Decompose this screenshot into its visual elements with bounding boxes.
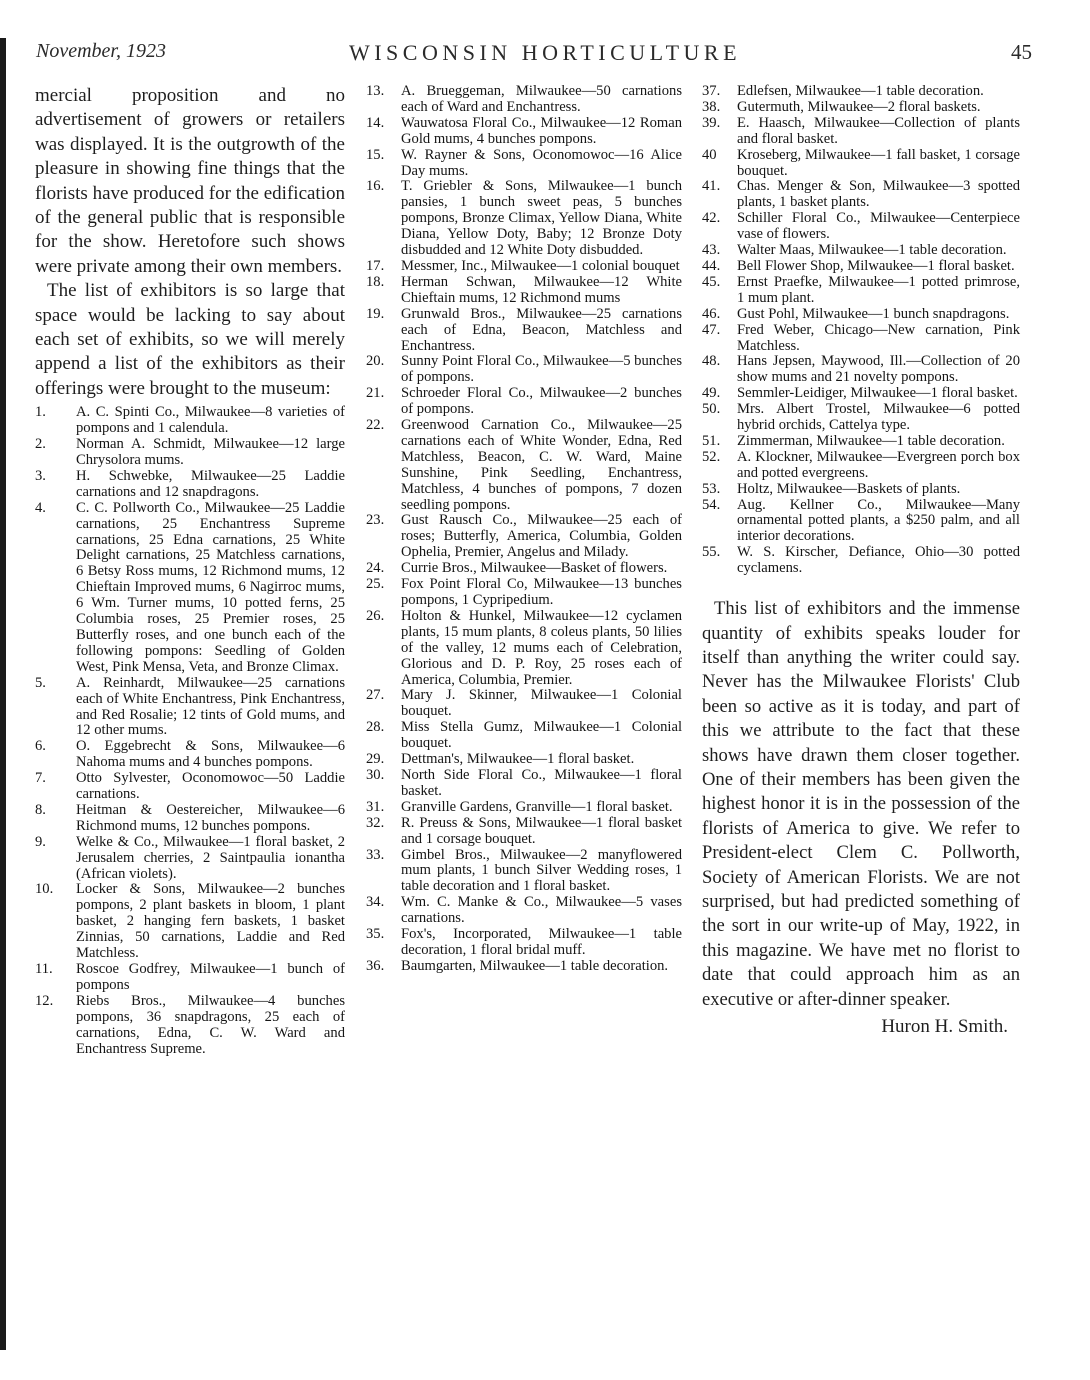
exhibitor-text: Granville Gardens, Granville—1 floral basket.: [401, 798, 673, 815]
exhibitor-entry: [366, 752, 682, 768]
exhibitor-text: Otto Sylvester, Oconomowoc—50 Laddie carnations.: [76, 770, 345, 803]
exhibitor-text: Greenwood Carnation Co., Milwaukee—25 carnations each of White Wonder, Edna, Red Matchless, Beacon, C. W. Ward, Maine Sunshine, Pink Seedling, Enchantress, Matchless, 4 bunches of pompons, 7 dozen seedling pompons.: [401, 417, 682, 513]
exhibitor-text: Gimbel Bros., Milwaukee—2 manyflowered mum plants, 1 bunch Silver Wedding roses, 1 table decoration and 1 floral basket.: [401, 846, 682, 895]
closing-section: [702, 597, 1020, 1038]
exhibitor-entry: [366, 513, 682, 561]
exhibitor-number: 7.: [35, 770, 46, 787]
exhibitor-text: Semmler-Leidiger, Milwaukee—1 floral basket.: [737, 385, 1018, 402]
exhibitor-number: 21.: [366, 385, 385, 402]
exhibitor-entry: [366, 275, 682, 307]
exhibitor-text: H. Schwebke, Milwaukee—25 Laddie carnations and 12 snapdragons.: [76, 467, 345, 500]
exhibitor-text: Roscoe Godfrey, Milwaukee—1 bunch of pompons: [76, 961, 345, 993]
exhibitor-number: 51.: [702, 432, 721, 449]
exhibitor-entry: [366, 259, 682, 275]
exhibitor-entry: [366, 418, 682, 513]
exhibitor-entry: [366, 927, 682, 959]
exhibitor-entry: [366, 148, 682, 180]
exhibitor-number: 52.: [702, 448, 721, 465]
exhibitor-entry: [366, 386, 682, 418]
exhibitor-text: Currie Bros., Milwaukee—Basket of flowers.: [401, 560, 668, 577]
exhibitor-number: 29.: [366, 751, 385, 768]
exhibitor-number: 14.: [366, 114, 385, 131]
exhibitor-text: Mary J. Skinner, Milwaukee—1 Colonial bouquet.: [401, 687, 682, 720]
exhibitor-entry: [702, 243, 1020, 259]
exhibitor-number: 49.: [702, 385, 721, 402]
exhibitor-number: 37.: [702, 83, 721, 99]
exhibitor-number: 5.: [35, 674, 46, 691]
exhibitor-entry: [35, 771, 345, 803]
exhibitor-number: 6.: [35, 738, 46, 755]
exhibitor-text: Ernst Praefke, Milwaukee—1 potted primrose, 1 mum plant.: [737, 273, 1020, 306]
author-signature: Huron H. Smith.: [881, 1016, 1008, 1037]
exhibitor-entry: [35, 803, 345, 835]
exhibitor-entry: [366, 816, 682, 848]
exhibitor-number: 45.: [702, 273, 721, 290]
exhibitor-number: 40: [702, 146, 717, 163]
exhibitor-number: 2.: [35, 436, 46, 453]
exhibitor-entry: [35, 739, 345, 771]
exhibitor-text: E. Haasch, Milwaukee—Collection of plants and floral basket.: [737, 114, 1020, 147]
exhibitor-number: 1.: [35, 404, 46, 421]
exhibitor-text: W. S. Kirscher, Defiance, Ohio—30 potted cyclamens.: [737, 544, 1020, 577]
exhibitor-text: Bell Flower Shop, Milwaukee—1 floral basket.: [737, 257, 1015, 274]
exhibitor-number: 28.: [366, 719, 385, 736]
exhibitor-number: 23.: [366, 512, 385, 529]
exhibitor-entry: [366, 116, 682, 148]
exhibitor-number: 43.: [702, 242, 721, 259]
exhibitor-number: 33.: [366, 846, 385, 863]
exhibitor-entry: [366, 800, 682, 816]
exhibitor-text: Holton & Hunkel, Milwaukee—12 cyclamen plants, 15 mum plants, 8 coleus plants, 50 lilies of the valley, 12 mums each of Celebration, Glorious and D. P. Roy, 25 roses each of America, Columbia, Premier.: [401, 607, 682, 688]
exhibitor-number: 39.: [702, 114, 721, 131]
exhibitor-entry: [35, 501, 345, 676]
exhibitor-number: 17.: [366, 257, 385, 274]
exhibitor-text: Messmer, Inc., Milwaukee—1 colonial bouquet: [401, 257, 680, 274]
exhibitor-number: 25.: [366, 576, 385, 593]
exhibitor-entry: [35, 994, 345, 1058]
exhibitor-number: 3.: [35, 467, 46, 484]
exhibitor-entry: [702, 148, 1020, 180]
exhibitor-list-left: [35, 405, 345, 1057]
exhibitor-text: Holtz, Milwaukee—Baskets of plants.: [737, 480, 961, 497]
exhibitor-text: Baumgarten, Milwaukee—1 table decoration.: [401, 957, 669, 974]
exhibitor-text: Schroeder Floral Co., Milwaukee—2 bunches of pompons.: [401, 385, 682, 418]
exhibitor-number: 32.: [366, 814, 385, 831]
exhibitor-number: 11.: [35, 961, 53, 977]
exhibitor-entry: [366, 768, 682, 800]
exhibitor-text: Norman A. Schmidt, Milwaukee—12 large Chrysolora mums.: [76, 436, 345, 468]
exhibitor-text: A. Brueggeman, Milwaukee—50 carnations each of Ward and Enchantress.: [401, 83, 682, 115]
exhibitor-text: C. C. Pollworth Co., Milwaukee—25 Laddie carnations, 25 Enchantress Supreme carnations, 25 Edna carnations, 25 White Delight carnations, 25 Matchless carnations, 6 Betsy Ross mums, 12 Richmond mums, 12 Chieftain Improved mums, 6 Nagirroc mums, 6 Wm. Turner mums, 10 potted ferns, 25 Columbia roses, 25 Premier roses, 25 Butterfly roses, and one bunch each of the following pompons: Seedling of Golden West, Pink Mensa, Veta, and Bronze Climax.: [76, 499, 345, 675]
exhibitor-entry: [702, 482, 1020, 498]
closing-paragraph: This list of exhibitors and the immense quantity of exhibits speaks louder for itself than anything the writer could say. Never has the Milwaukee Florists' Club been so active as it is today, and part of this we attribute to the fact that these shows have drawn them closer together. One of their members has been given the highest honor it is in the possession of the florists of America to give. We refer to President-elect Clem C. Pollworth, Society of American Florists. We are not surprised, but had predicted something of the sort in our write-up of May, 1922, in this magazine. We have met no florist to date that could approach him as an executive or after-dinner speaker.: [702, 598, 1020, 1010]
exhibitor-text: Walter Maas, Milwaukee—1 table decoration.: [737, 242, 1007, 259]
exhibitor-number: 47.: [702, 321, 721, 338]
exhibitor-entry: [702, 307, 1020, 323]
exhibitor-number: 42.: [702, 210, 721, 227]
exhibitor-number: 15.: [366, 146, 385, 163]
exhibitor-text: Gust Rausch Co., Milwaukee—25 each of roses; Butterfly, America, Columbia, Golden Ophelia, Premier, Angelus and Milady.: [401, 512, 682, 561]
exhibitor-entry: [702, 116, 1020, 148]
exhibitor-entry: [702, 211, 1020, 243]
exhibitor-entry: [35, 469, 345, 501]
exhibitor-number: 41.: [702, 178, 721, 195]
page-number: 45: [1011, 40, 1032, 64]
exhibitor-text: Wauwatosa Floral Co., Milwaukee—12 Roman Gold mums, 4 bunches pompons.: [401, 114, 682, 147]
exhibitor-number: 16.: [366, 178, 385, 195]
exhibitor-text: A. Klockner, Milwaukee—Evergreen porch box and potted evergreens.: [737, 448, 1020, 481]
right-column: [702, 84, 1020, 1038]
exhibitor-text: Grunwald Bros., Milwaukee—25 carnations each of Edna, Beacon, Matchless and Enchantress.: [401, 305, 682, 354]
exhibitor-number: 9.: [35, 833, 46, 850]
exhibitor-text: Gutermuth, Milwaukee—2 floral baskets.: [737, 98, 981, 115]
exhibitor-number: 31.: [366, 798, 385, 815]
exhibitor-entry: [702, 323, 1020, 355]
exhibitor-text: Hans Jepsen, Maywood, Ill.—Collection of 20 show mums and 21 novelty pompons.: [737, 353, 1020, 386]
binding-edge: [0, 38, 6, 1350]
exhibitor-number: 50.: [702, 401, 721, 418]
running-title: WISCONSIN HORTICULTURE: [348, 40, 742, 65]
exhibitor-entry: [366, 577, 682, 609]
exhibitor-number: 46.: [702, 305, 721, 322]
exhibitor-entry: [366, 720, 682, 752]
exhibitor-entry: [702, 386, 1020, 402]
exhibitor-entry: [366, 848, 682, 896]
exhibitors-intro-paragraph: The list of exhibitors is so large that space would be lacking to say about each set of exhibits, so we will merely append a list of the exhibitors as their offerings were brought to the museum:: [35, 280, 345, 399]
exhibitor-list-right: [702, 84, 1020, 577]
exhibitor-number: 4.: [35, 499, 46, 516]
exhibitor-number: 26.: [366, 607, 385, 624]
exhibitor-number: 55.: [702, 544, 721, 561]
exhibitor-text: Chas. Menger & Son, Milwaukee—3 spotted plants, 1 basket plants.: [737, 178, 1020, 211]
exhibitor-text: Edlefsen, Milwaukee—1 table decoration.: [737, 83, 984, 99]
exhibitor-text: North Side Floral Co., Milwaukee—1 floral basket.: [401, 766, 682, 799]
exhibitor-entry: [702, 434, 1020, 450]
exhibitor-number: 10.: [35, 881, 54, 898]
exhibitor-number: 18.: [366, 273, 385, 290]
exhibitor-entry: [35, 835, 345, 883]
exhibitor-entry: [366, 688, 682, 720]
exhibitor-number: 38.: [702, 98, 721, 115]
exhibitor-number: 35.: [366, 926, 385, 943]
exhibitor-entry: [702, 100, 1020, 116]
exhibitor-entry: [366, 609, 682, 689]
exhibitor-list-middle: [366, 84, 682, 975]
exhibitor-entry: [702, 498, 1020, 546]
exhibitor-entry: [35, 676, 345, 740]
exhibitor-entry: [366, 959, 682, 975]
exhibitor-entry: [366, 561, 682, 577]
exhibitor-text: Zimmerman, Milwaukee—1 table decoration.: [737, 432, 1005, 449]
exhibitor-text: Wm. C. Manke & Co., Milwaukee—5 vases carnations.: [401, 894, 682, 927]
exhibitor-number: 12.: [35, 992, 54, 1009]
exhibitor-entry: [702, 179, 1020, 211]
exhibitor-text: Kroseberg, Milwaukee—1 fall basket, 1 corsage bouquet.: [737, 146, 1020, 179]
exhibitor-text: Aug. Kellner Co., Milwaukee—Many ornamental potted plants, a $250 palm, and all interior decorations.: [737, 496, 1020, 545]
exhibitor-entry: [35, 405, 345, 437]
exhibitor-entry: [702, 84, 1020, 100]
exhibitor-text: Riebs Bros., Milwaukee—4 bunches pompons, 36 snapdragons, 25 each of carnations, Edna, C. W. Ward and Enchantress Supreme.: [76, 992, 345, 1057]
exhibitor-entry: [702, 354, 1020, 386]
exhibitor-number: 22.: [366, 417, 385, 434]
exhibitor-text: W. Rayner & Sons, Oconomowoc—16 Alice Day mums.: [401, 146, 682, 179]
exhibitor-number: 53.: [702, 480, 721, 497]
exhibitor-text: Heitman & Oestereicher, Milwaukee—6 Richmond mums, 12 bunches pompons.: [76, 801, 345, 834]
exhibitor-entry: [366, 307, 682, 355]
exhibitor-entry: [366, 895, 682, 927]
exhibitor-text: Fred Weber, Chicago—New carnation, Pink Matchless.: [737, 321, 1020, 354]
exhibitor-entry: [702, 259, 1020, 275]
exhibitor-entry: [35, 882, 345, 962]
exhibitor-number: 36.: [366, 957, 385, 974]
exhibitor-number: 24.: [366, 560, 385, 577]
exhibitor-text: T. Griebler & Sons, Milwaukee—1 bunch pansies, 1 bunch sweet peas, 5 bunches pompons, Bronze Climax, Yellow Diana, White Diana, Yellow Doty, Baby; 12 Bronze Doty disbudded and 12 White Doty disbudded.: [401, 178, 682, 259]
exhibitor-entry: [702, 402, 1020, 434]
exhibitor-entry: [366, 179, 682, 259]
exhibitor-text: A. Reinhardt, Milwaukee—25 carnations each of White Enchantress, Pink Enchantress, and Red Rosalie; 12 tints of Gold mums, and 12 other mums.: [76, 674, 345, 739]
left-column: [35, 84, 345, 1057]
exhibitor-text: Fox's, Incorporated, Milwaukee—1 table decoration, 1 floral bridal muff.: [401, 926, 682, 958]
exhibitor-text: Herman Schwan, Milwaukee—12 White Chieftain mums, 12 Richmond mums: [401, 273, 682, 306]
exhibitor-text: A. C. Spinti Co., Milwaukee—8 varieties of pompons and 1 calendula.: [76, 404, 345, 437]
exhibitor-number: 20.: [366, 353, 385, 370]
exhibitor-entry: [702, 545, 1020, 577]
exhibitor-text: Dettman's, Milwaukee—1 floral basket.: [401, 751, 635, 768]
exhibitor-number: 13.: [366, 83, 385, 99]
exhibitor-text: O. Eggebrecht & Sons, Milwaukee—6 Nahoma mums and 4 bunches pompons.: [76, 738, 345, 771]
exhibitor-number: 19.: [366, 305, 385, 322]
exhibitor-text: Gust Pohl, Milwaukee—1 bunch snapdragons.: [737, 305, 1010, 322]
exhibitor-number: 34.: [366, 894, 385, 911]
exhibitor-text: Mrs. Albert Trostel, Milwaukee—6 potted hybrid orchids, Cattelya type.: [737, 401, 1020, 434]
exhibitor-entry: [366, 354, 682, 386]
exhibitor-text: Welke & Co., Milwaukee—1 floral basket, 2 Jerusalem cherries, 2 Saintpaulia ionantha (African violets).: [76, 833, 345, 882]
intro-paragraph: mercial proposition and no advertisement of growers or retailers was displayed. It is the outgrowth of the pleasure in showing fine things that the florists have produced for the edification of the general public that is responsible for the show. Heretofore such shows were private among their own members.: [35, 85, 345, 277]
exhibitor-number: 30.: [366, 766, 385, 783]
exhibitor-entry: [35, 962, 345, 994]
exhibitor-number: 48.: [702, 353, 721, 370]
issue-date: November, 1923: [36, 40, 166, 62]
exhibitor-entry: [366, 84, 682, 116]
exhibitor-text: Locker & Sons, Milwaukee—2 bunches pompons, 2 plant baskets in bloom, 1 plant basket, 2 hanging fern baskets, 1 basket Zinnias, 50 carnations, Laddie and Red Matchless.: [76, 881, 345, 962]
exhibitor-text: Fox Point Floral Co, Milwaukee—13 bunches pompons, 1 Cypripedium.: [401, 576, 682, 608]
exhibitor-entry: [35, 437, 345, 469]
exhibitor-text: Miss Stella Gumz, Milwaukee—1 Colonial bouquet.: [401, 719, 682, 752]
exhibitor-entry: [702, 275, 1020, 307]
exhibitor-number: 54.: [702, 496, 721, 513]
exhibitor-text: Sunny Point Floral Co., Milwaukee—5 bunches of pompons.: [401, 353, 682, 386]
exhibitor-entry: [702, 450, 1020, 482]
exhibitor-text: Schiller Floral Co., Milwaukee—Centerpiece vase of flowers.: [737, 210, 1020, 243]
exhibitor-number: 8.: [35, 801, 46, 818]
exhibitor-number: 44.: [702, 257, 721, 274]
middle-column: [366, 84, 682, 975]
exhibitor-text: R. Preuss & Sons, Milwaukee—1 floral basket and 1 corsage bouquet.: [401, 814, 682, 847]
exhibitor-number: 27.: [366, 687, 385, 704]
